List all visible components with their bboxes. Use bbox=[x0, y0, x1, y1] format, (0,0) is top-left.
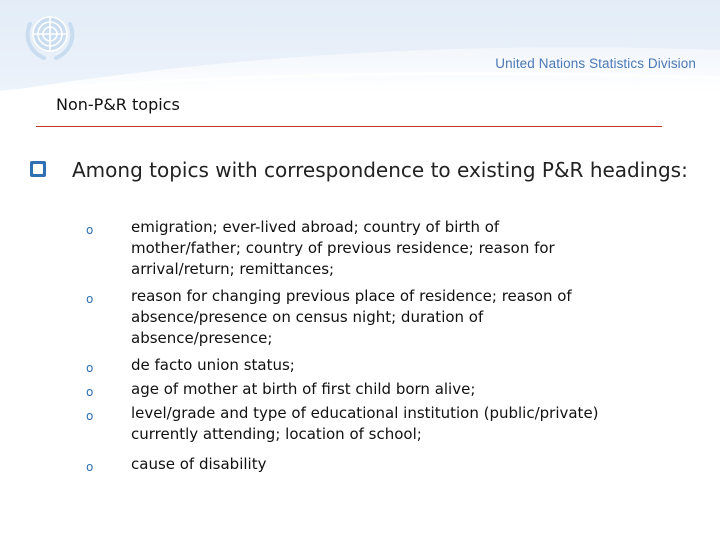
circle-bullet-icon: o bbox=[86, 460, 94, 474]
circle-bullet-icon: o bbox=[86, 361, 94, 375]
sub-bullet-text: emigration; ever-lived abroad; country of birth of mother/father; country of previous residence; reason for arrival/return; remittances; bbox=[131, 218, 555, 278]
circle-bullet-icon: o bbox=[86, 409, 94, 423]
header-swoosh bbox=[0, 0, 720, 92]
org-name: United Nations Statistics Division bbox=[495, 56, 696, 71]
sub-bullet-text: age of mother at birth of first child born alive; bbox=[131, 380, 476, 398]
slide-title: Non-P&R topics bbox=[56, 95, 180, 114]
q-checkbox-icon bbox=[30, 161, 46, 177]
circle-bullet-icon: o bbox=[86, 292, 94, 306]
circle-bullet-icon: o bbox=[86, 223, 94, 237]
main-bullet-text: Among topics with correspondence to existing P&R headings: bbox=[72, 158, 688, 182]
title-divider bbox=[36, 126, 662, 127]
sub-bullet-text: cause of disability bbox=[131, 455, 267, 473]
sub-bullet-text: de facto union status; bbox=[131, 356, 295, 374]
sub-bullet-text: reason for changing previous place of residence; reason of absence/presence on census night; duration of absence/presence; bbox=[131, 287, 572, 347]
sub-bullet-text: level/grade and type of educational institution (public/private) currently attending; location of school; bbox=[131, 404, 599, 443]
un-emblem-icon bbox=[18, 8, 82, 66]
circle-bullet-icon: o bbox=[86, 385, 94, 399]
